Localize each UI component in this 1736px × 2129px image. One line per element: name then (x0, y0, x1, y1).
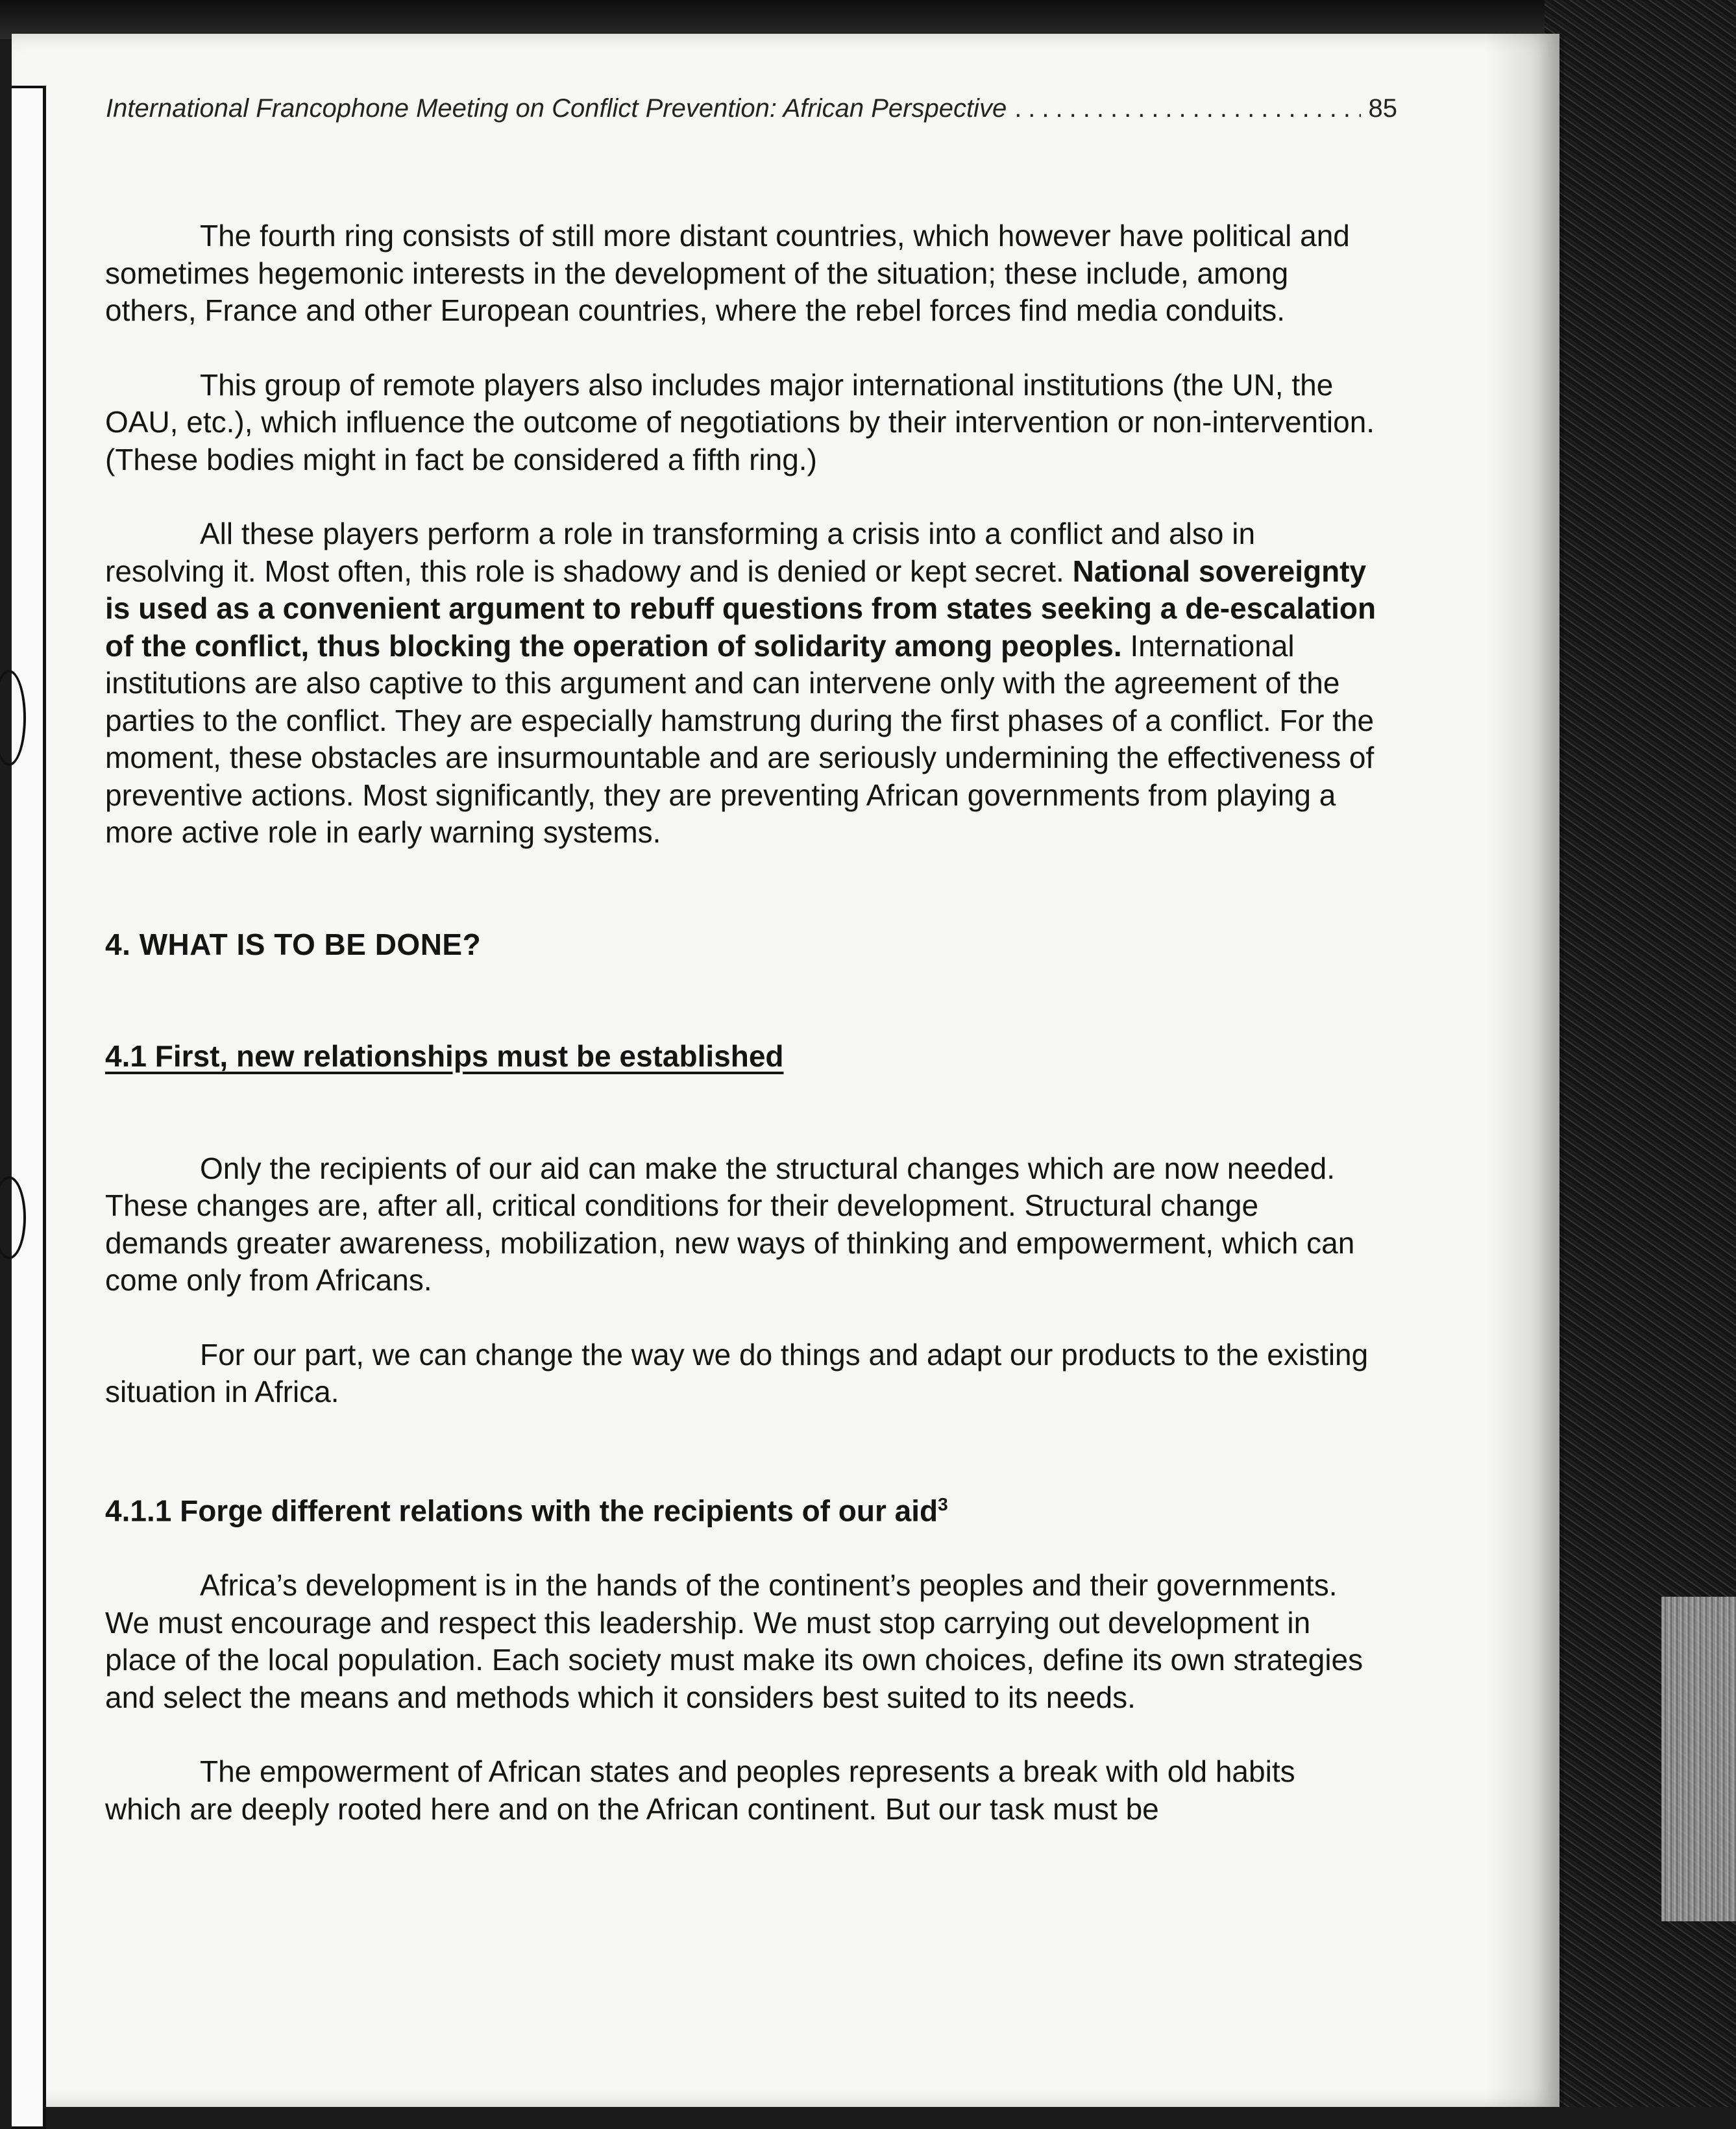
emphasis-national-sovereignty: National sovereignty is used as a convenient argument to rebuff questions from states seeking a de-escalation of the conflict, thus blocking the operation of solidarity among peoples. (105, 554, 1376, 663)
running-title: International Francophone Meeting on Conflict Prevention: African Perspective (106, 94, 1007, 123)
paragraph-remote-players: This group of remote players also includes major international institutions (the UN, the OAU, etc.), which influence the outcome of negotiations by their intervention or non-intervention. (These bodies might in fact be considered a fifth ring.) (105, 367, 1375, 476)
paragraph-africas-development: Africa’s development is in the hands of the continent’s peoples and their governments. We must encourage and respect this leadership. We must stop carrying out development in place of the local population. Each society must make its own choices, define its own strategies and select the means and methods which it considers best suited to its needs. (105, 1568, 1363, 1714)
page-number: 85 (1368, 94, 1397, 123)
paragraph-gap (105, 1529, 1377, 1567)
subsubsection-heading-text: 4.1.1 Forge different relations with the recipients of our aid (105, 1493, 938, 1527)
page-binding-edge (12, 86, 46, 2129)
scanner-background-top (0, 0, 1736, 39)
subsection-heading-4-1: 4.1 First, new relationships must be established (105, 1039, 784, 1073)
page-body (105, 217, 1377, 1828)
section-gap (105, 1076, 1377, 1150)
paragraph-players-role-end: International institutions are also captive to this argument and can intervene only with the agreement of the parties to the conflict. They are especially hamstrung during the first phases of a conflict. For the moment, these obstacles are insurmountable and are seriously undermining the effectiveness of preventive actions. Most significantly, they are preventing African governments from playing a more active role in early warning systems. (105, 628, 1375, 849)
paragraph-gap (105, 330, 1377, 367)
section-gap (105, 1411, 1377, 1486)
section-gap (105, 963, 1377, 1038)
leader-dots (1014, 94, 1360, 123)
subsubsection-heading-4-1-1 (105, 1486, 1377, 1530)
footnote-marker: 3 (938, 1494, 948, 1514)
paragraph-players-role-start: All these players perform a role in transforming a crisis into a conflict and also in resolving it. Most often, this role is shadowy and is denied or kept secret. (105, 517, 1256, 588)
running-header (106, 94, 1397, 123)
paragraph-empowerment: The empowerment of African states and peoples represents a break with old habits which are deeply rooted here and on the African continent. But our task must be (105, 1754, 1295, 1826)
section-heading-4: 4. WHAT IS TO BE DONE? (105, 927, 482, 961)
paragraph-structural-change: Only the recipients of our aid can make the structural changes which are now needed. These changes are, after all, critical conditions for their development. Structural change demands greater awareness, mobilization, new ways of thinking and empowerment, which can come only from Africans. (105, 1151, 1355, 1297)
page-curl-shadow (1486, 34, 1564, 2107)
paragraph-our-part: For our part, we can change the way we do things and adapt our products to the existing situation in Africa. (105, 1337, 1369, 1409)
paragraph-fourth-ring: The fourth ring consists of still more distant countries, which however have political and sometimes hegemonic interests in the development of the situation; these include, among others, France and other European countries, where the rebel forces find media conduits. (105, 219, 1350, 327)
paragraph-gap (105, 1716, 1377, 1753)
paragraph-players-role (105, 515, 1377, 852)
scanner-edge-noise (1661, 1597, 1736, 1921)
section-gap (105, 852, 1377, 926)
paragraph-gap (105, 1299, 1377, 1336)
paragraph-gap (105, 478, 1377, 515)
